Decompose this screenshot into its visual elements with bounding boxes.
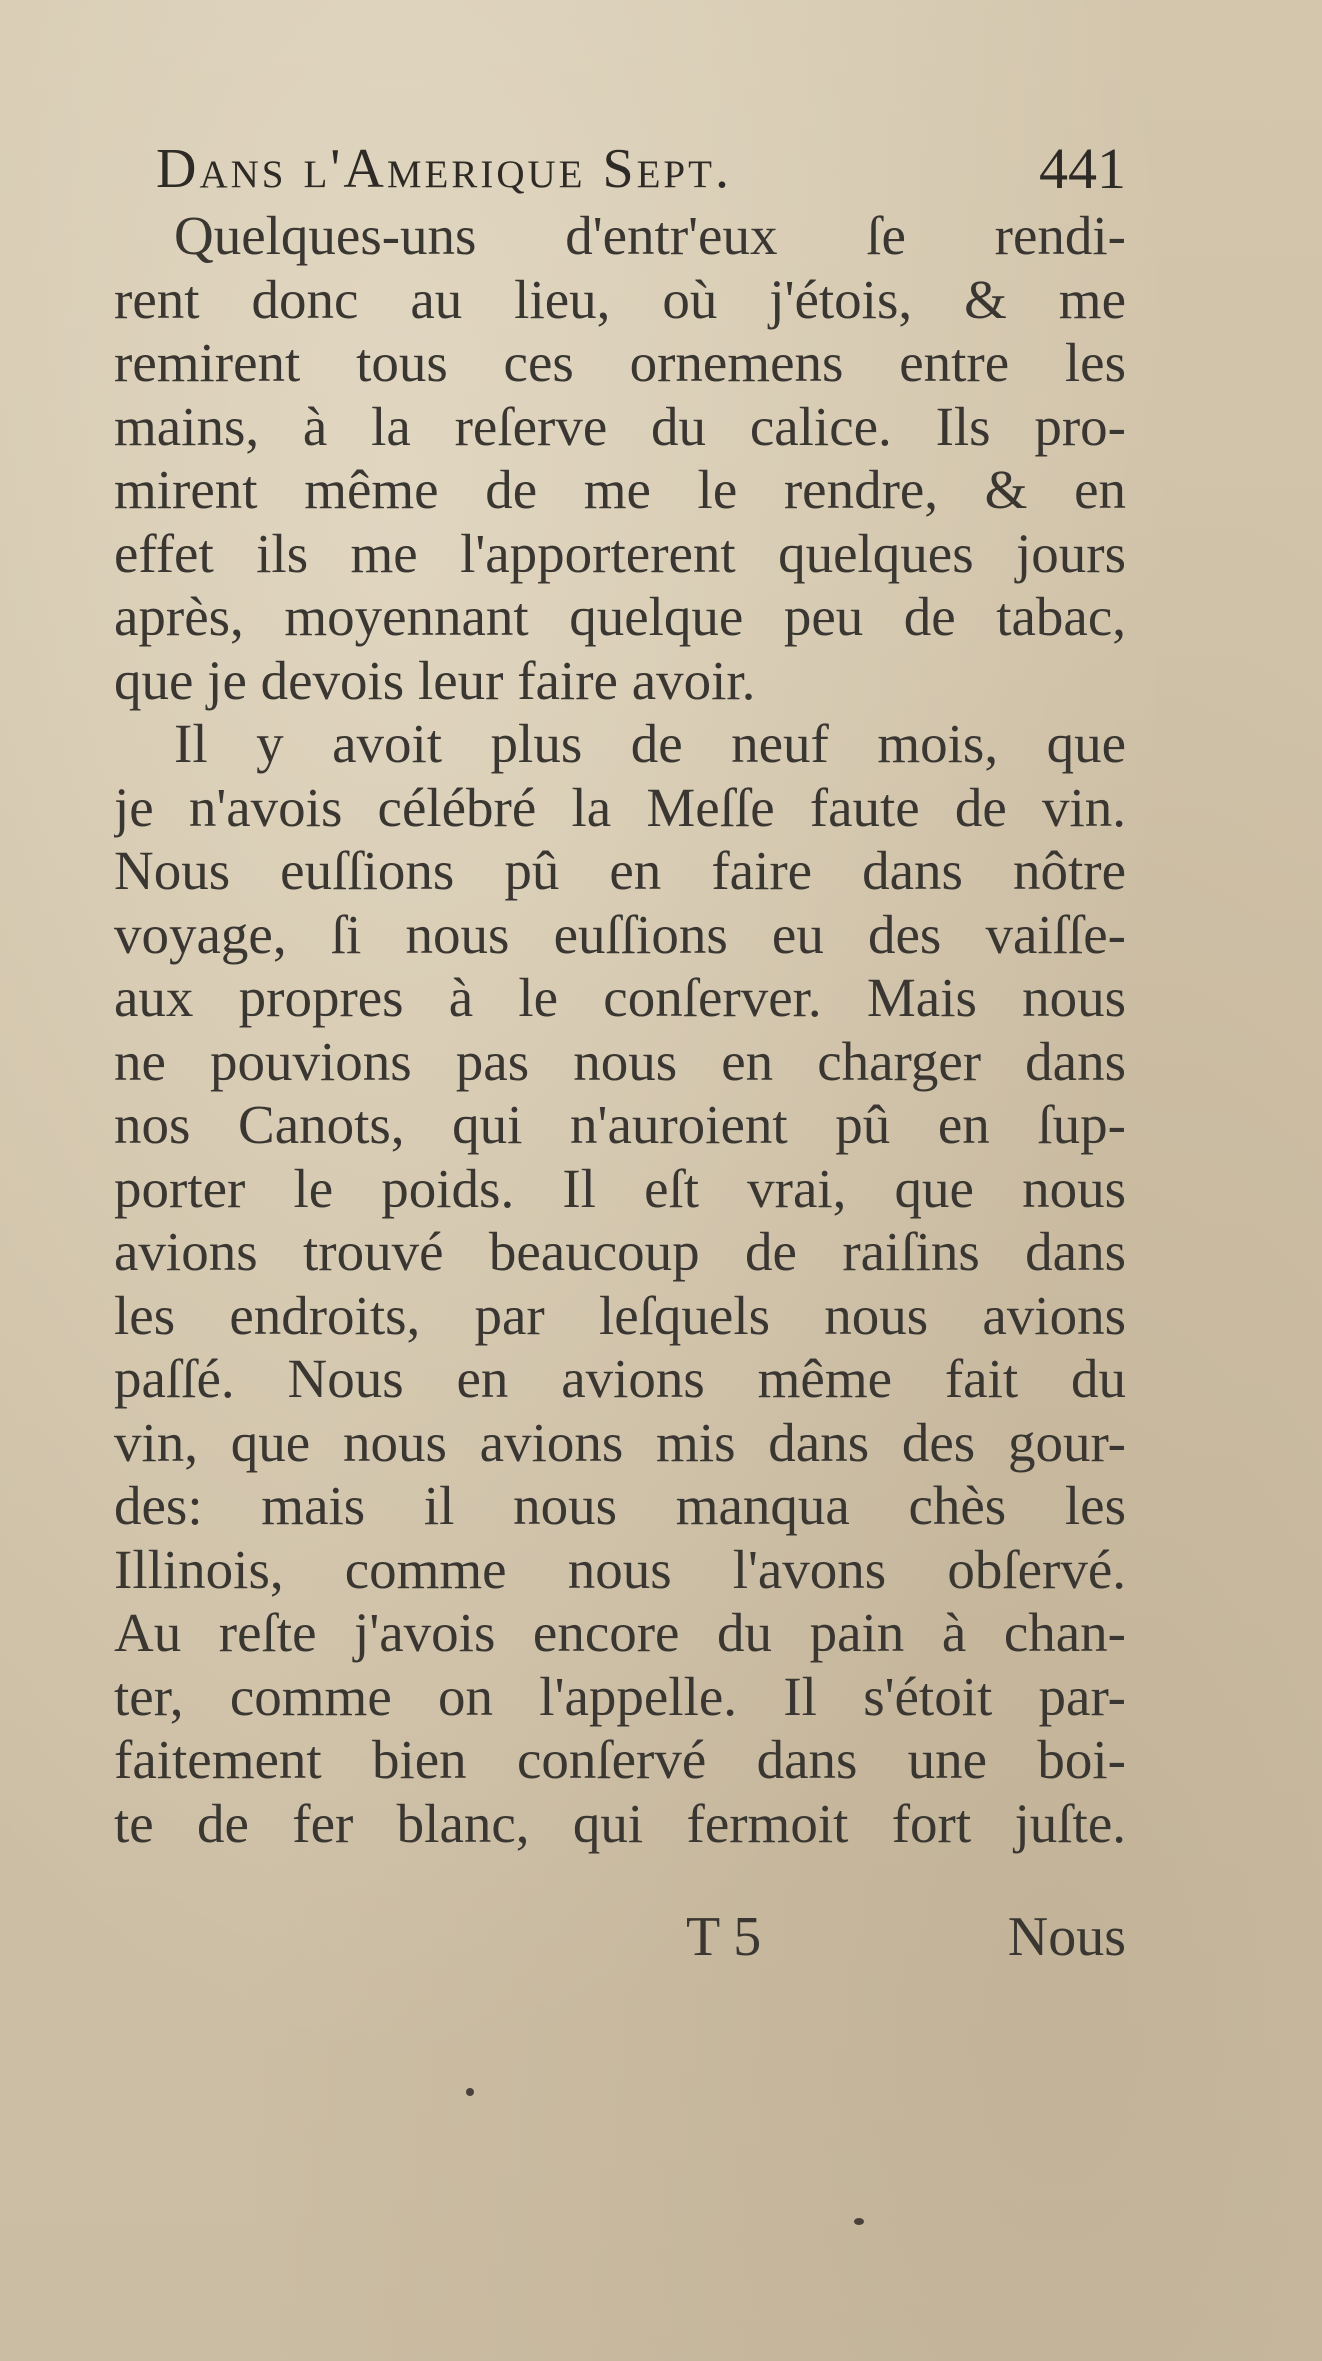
text-line: faitement bien conſervé dans une boi- bbox=[114, 1729, 1126, 1790]
running-head: Dans l'Amerique Sept. bbox=[156, 138, 732, 200]
text-line: Il y avoit plus de neuf mois, que bbox=[174, 713, 1126, 774]
text-line: mirent même de me le rendre, & en bbox=[114, 459, 1126, 520]
text-line: rent donc au lieu, où j'étois, & me bbox=[114, 268, 1126, 330]
text-line: ter, comme on l'appelle. Il s'étoit par- bbox=[114, 1665, 1126, 1727]
text-line: que je devois leur faire avoir. bbox=[114, 649, 756, 711]
body-text bbox=[114, 204, 1126, 1855]
text-line: après, moyennant quelque peu de tabac, bbox=[114, 586, 1126, 647]
text-line: vin, que nous avions mis dans des gour- bbox=[114, 1411, 1126, 1473]
text-line: avions trouvé beaucoup de raiſins dans bbox=[114, 1221, 1126, 1282]
text-line: des: mais il nous manqua chès les bbox=[114, 1475, 1126, 1536]
text-line: Au reſte j'avois encore du pain à chan- bbox=[114, 1602, 1126, 1663]
text-line: porter le poids. Il eſt vrai, que nous bbox=[114, 1157, 1126, 1219]
text-line: les endroits, par leſquels nous avions bbox=[114, 1284, 1126, 1346]
text-line: paſſé. Nous en avions même fait du bbox=[114, 1348, 1126, 1409]
text-line: voyage, ſi nous euſſions eu des vaiſſe- bbox=[114, 903, 1126, 965]
page-footer bbox=[114, 1904, 1126, 1974]
text-line: Quelques-uns d'entr'eux ſe rendi- bbox=[174, 205, 1126, 266]
text-line: Illinois, comme nous l'avons obſervé. bbox=[114, 1538, 1126, 1600]
text-line: aux propres à le conſerver. Mais nous bbox=[114, 967, 1126, 1028]
text-line: mains, à la reſerve du calice. Ils pro- bbox=[114, 395, 1126, 457]
text-line: remirent tous ces ornemens entre les bbox=[114, 332, 1126, 393]
page-header bbox=[156, 134, 1156, 204]
catchword: Nous bbox=[1007, 1906, 1126, 1968]
page-number: 441 bbox=[1039, 136, 1126, 201]
text-line: ne pouvions pas nous en charger dans bbox=[114, 1030, 1126, 1092]
text-line: nos Canots, qui n'auroient pû en ſup- bbox=[114, 1094, 1126, 1155]
paper-speck bbox=[854, 2218, 864, 2225]
text-line: Nous euſſions pû en faire dans nôtre bbox=[114, 840, 1126, 901]
signature-mark: T 5 bbox=[686, 1906, 762, 1968]
text-line: effet ils me l'apporterent quelques jours bbox=[114, 522, 1126, 584]
text-line: te de fer blanc, qui fermoit fort juſte. bbox=[114, 1792, 1126, 1854]
paper-speck bbox=[466, 2088, 474, 2096]
text-line: je n'avois célébré la Meſſe faute de vin. bbox=[114, 776, 1126, 838]
